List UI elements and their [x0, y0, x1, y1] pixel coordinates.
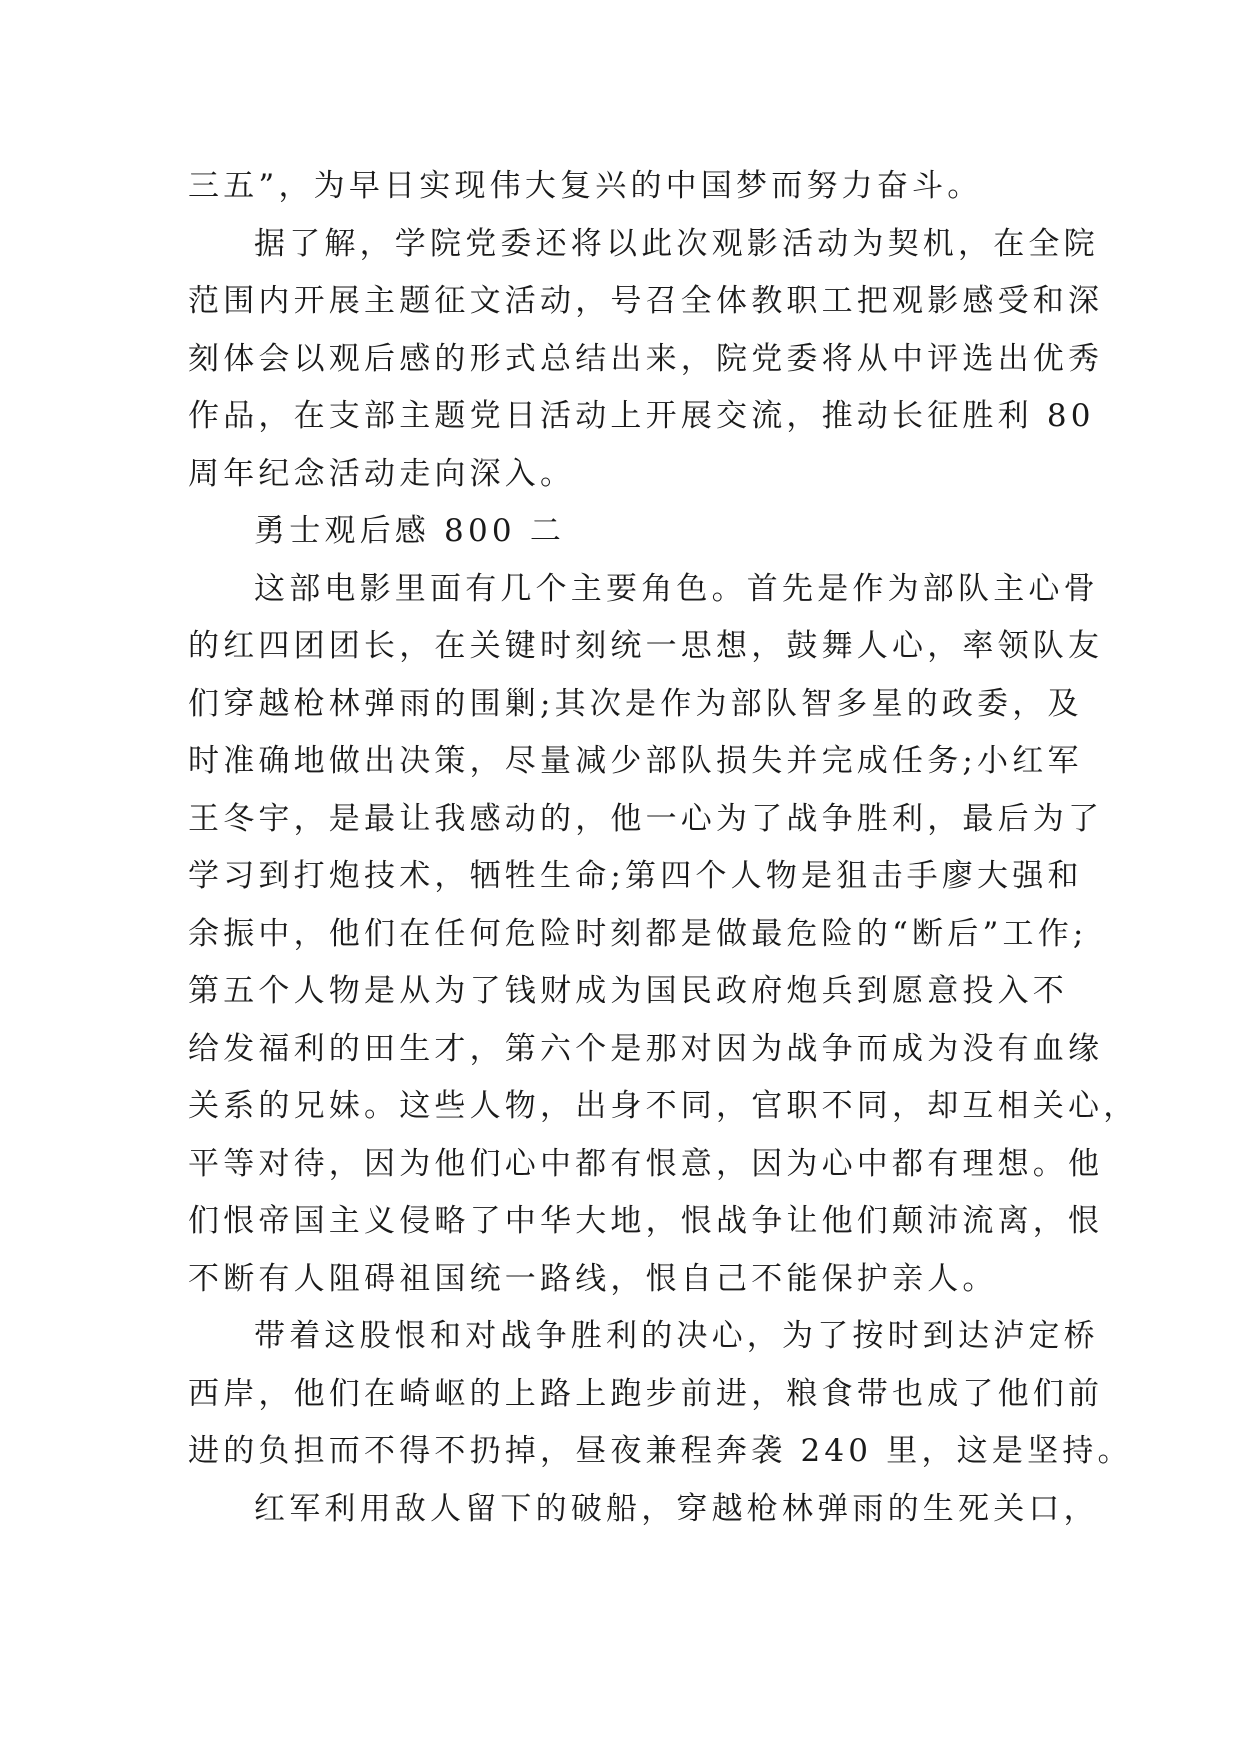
text-line: 的红四团团长，在关键时刻统一思想，鼓舞人心，率领队友	[188, 628, 1104, 664]
text-line: 王冬宇，是最让我感动的，他一心为了战争胜利，最后为了	[188, 800, 1104, 837]
text-line: 学习到打炮技术，牺牲生命;第四个人物是狙击手廖大强和	[188, 858, 1083, 894]
text-line: 们穿越枪林弹雨的围剿;其次是作为部队智多星的政委，及	[188, 685, 1083, 722]
paragraph-start-line: 这部电影里面有几个主要角色。首先是作为部队主心骨	[254, 570, 1099, 607]
text-line: 不断有人阻碍祖国统一路线，恨自己不能保护亲人。	[188, 1260, 998, 1297]
text-line: 给发福利的田生才，第六个是那对因为战争而成为没有血缘	[188, 1030, 1104, 1067]
text-line: 们恨帝国主义侵略了中华大地，恨战争让他们颠沛流离，恨	[188, 1203, 1104, 1239]
paragraph-start-line: 据了解，学院党委还将以此次观影活动为契机，在全院	[254, 225, 1099, 262]
text-line: 范围内开展主题征文活动，号召全体教职工把观影感受和深	[188, 283, 1104, 319]
paragraph-start-line: 红军利用敌人留下的破船，穿越枪林弹雨的生死关口，	[254, 1490, 1099, 1527]
text-line: 平等对待，因为他们心中都有恨意，因为心中都有理想。他	[188, 1145, 1104, 1182]
text-line: 作品，在支部主题党日活动上开展交流，推动长征胜利 80	[188, 398, 1095, 434]
text-line: 西岸，他们在崎岖的上路上跑步前进，粮食带也成了他们前	[188, 1375, 1104, 1412]
text-line: 刻体会以观后感的形式总结出来，院党委将从中评选出优秀	[188, 340, 1104, 377]
text-line: 三五”，为早日实现伟大复兴的中国梦而努力奋斗。	[188, 168, 983, 204]
document-body	[188, 158, 1139, 1538]
paragraph-start-line: 带着这股恨和对战争胜利的决心，为了按时到达泸定桥	[254, 1318, 1099, 1354]
text-line: 第五个人物是从为了钱财成为国民政府炮兵到愿意投入不	[188, 973, 1068, 1009]
text-line: 进的负担而不得不扔掉，昼夜兼程奔袭 240 里，这是坚持。	[188, 1433, 1133, 1469]
text-line: 余振中，他们在任何危险时刻都是做最危险的“断后”工作;	[188, 915, 1088, 952]
text-line: 关系的兄妹。这些人物，出身不同，官职不同，却互相关心，	[188, 1088, 1139, 1124]
text-line: 周年纪念活动走向深入。	[188, 455, 576, 492]
section-heading: 勇士观后感 800 二	[254, 513, 566, 549]
text-line: 时准确地做出决策，尽量减少部队损失并完成任务;小红军	[188, 743, 1083, 779]
